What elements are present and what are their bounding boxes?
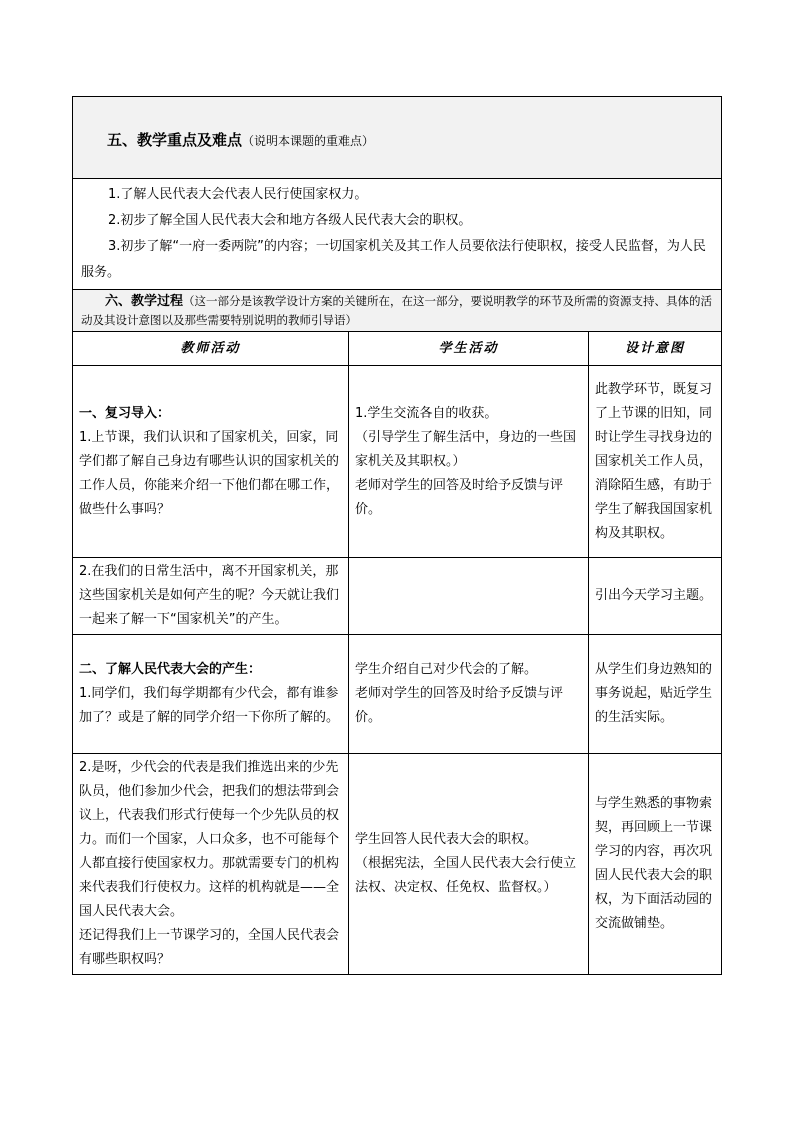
intent-text: 此教学环节，既复习了上节课的旧知，同时让学生寻找身边的国家机关工作人员，消除陌生感，有助于学生了解我国国家机构及其职权。 [595, 381, 713, 541]
column-header-student: 学生活动 [349, 332, 589, 366]
teacher-activity-cell [73, 635, 349, 754]
teacher-heading: 一、复习导入： [79, 405, 171, 421]
table-row [73, 754, 722, 975]
design-intent-cell [589, 635, 722, 754]
teacher-text: 1.同学们，我们每学期都有少代会，都有谁参加了？或是了解的同学介绍一下你所了解的。 [79, 686, 340, 725]
student-activity-cell [349, 366, 589, 558]
design-intent-cell [589, 366, 722, 558]
goal-item: 2.初步了解全国人民代表大会和地方各级人民代表大会的职权。 [108, 213, 472, 228]
goal-item: 3.初步了解“一府一委两院”的内容；一切国家机关及其工作人员要依法行使职权，接受人民监督，为人民服务。 [81, 239, 706, 280]
section6-header [73, 290, 722, 332]
table-row [73, 635, 722, 754]
column-header-teacher: 教师活动 [73, 332, 349, 366]
student-activity-cell [349, 754, 589, 975]
teacher-activity-cell [73, 754, 349, 975]
column-header-intent: 设计意图 [589, 332, 722, 366]
table-row [73, 366, 722, 558]
teacher-text: 2.是呀，少代会的代表是我们推选出来的少先队员，他们参加少代会，把我们的想法带到会议上，代表我们形式行使每一个少先队员的权力。而们一个国家，人口众多，也不可能每个人都直接行使国家权力。那就需要专门的机构来代表我们行使权力。这样的机构就是——全国人民代表大会。 [79, 760, 340, 919]
table-row [73, 558, 722, 635]
student-activity-cell [349, 635, 589, 754]
lesson-plan-document [72, 96, 721, 975]
teacher-activity-cell [73, 366, 349, 558]
section5-note: （说明本课题的重难点） [242, 134, 375, 148]
teacher-text: 还记得我们上一节课学习的，全国人民代表会有哪些职权吗？ [79, 928, 340, 967]
student-text: （引导学生了解生活中，身边的一些国家机关及其职权。） [355, 429, 577, 469]
student-text: 老师对学生的回答及时给予反馈与评价。 [355, 477, 564, 517]
teacher-activity-cell [73, 558, 349, 635]
lesson-plan-table [72, 96, 722, 975]
section5-header [73, 97, 722, 179]
intent-text: 与学生熟悉的事物索契，再回顾上一节课学习的内容，再次巩固人民代表大会的职权，为下面活动园的交流做铺垫。 [595, 796, 713, 931]
student-text: 老师对学生的回答及时给予反馈与评价。 [355, 686, 564, 725]
design-intent-cell [589, 754, 722, 975]
student-text: 学生介绍自己对少代会的了解。 [355, 662, 538, 677]
intent-text: 引出今天学习主题。 [595, 588, 713, 603]
student-activity-cell [349, 558, 589, 635]
teacher-text: 1.上节课，我们认识和了国家机关，回家，同学们都了解自己身边有哪些认识的国家机关的工作人员，你能来介绍一下他们都在哪工作，做些什么事吗？ [79, 429, 340, 517]
student-text: （根据宪法，全国人民代表大会行使立法权、决定权、任免权、监督权。） [355, 856, 577, 895]
teacher-heading: 二、了解人民代表大会的产生： [79, 662, 262, 677]
design-intent-cell [589, 558, 722, 635]
teacher-text: 2.在我们的日常生活中，离不开国家机关，那这些国家机关是如何产生的呢？今天就让我们一起来了解一下“国家机关”的产生。 [79, 564, 340, 627]
section6-note: （这一部分是该教学设计方案的关键所在，在这一部分，要说明教学的环节及所需的资源支持、具体的活动及其设计意图以及那些需要特别说明的教师引导语） [81, 294, 713, 327]
student-text: 1.学生交流各自的收获。 [355, 405, 498, 421]
student-text: 学生回答人民代表大会的职权。 [355, 832, 538, 847]
goal-item: 1.了解人民代表大会代表人民行使国家权力。 [108, 187, 368, 202]
section6-title: 六、教学过程 [105, 294, 184, 309]
section5-title-line [73, 97, 721, 151]
section5-title: 五、教学重点及难点 [107, 131, 243, 149]
intent-text: 从学生们身边熟知的事务说起，贴近学生的生活实际。 [595, 662, 713, 725]
section5-goals [73, 179, 722, 290]
